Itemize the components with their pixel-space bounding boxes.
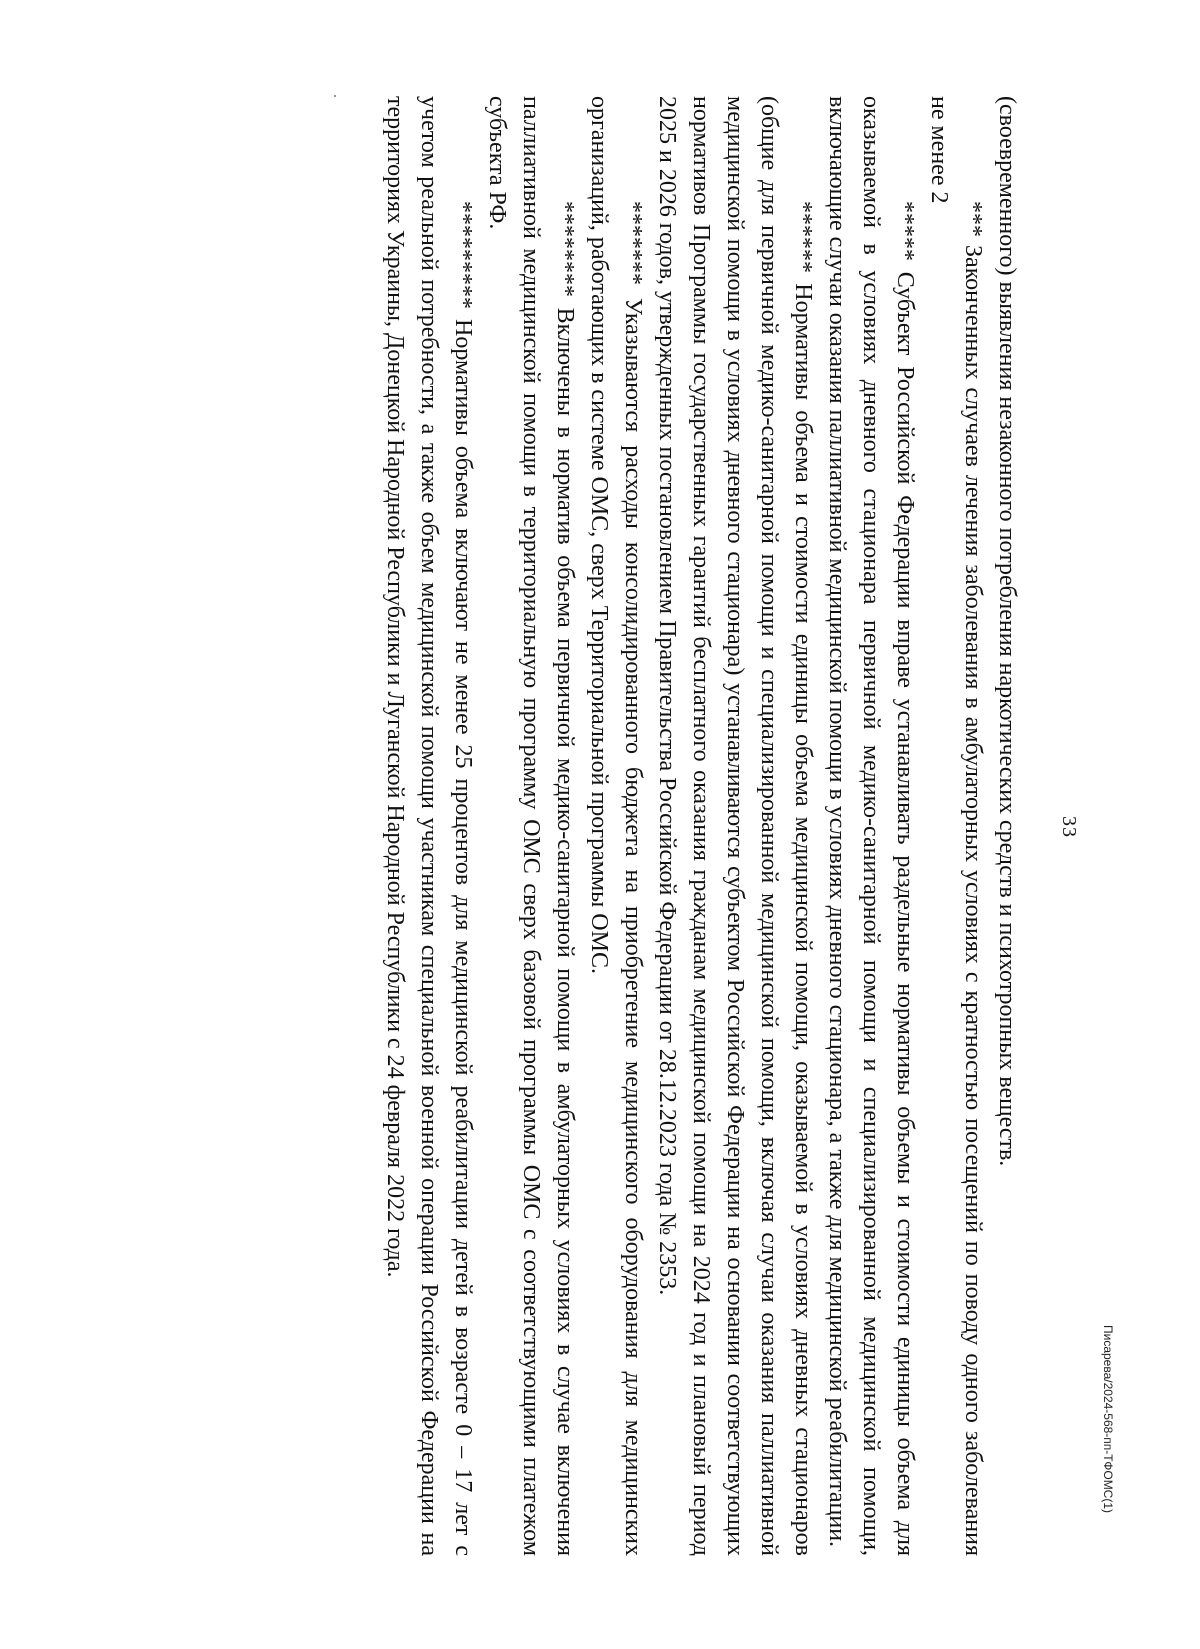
footnote-paragraph: ******* Указываются расходы консолидированного бюджета на приобретение медицинского оборудования для медицинских организаций, работающих в системе ОМС, сверх Территориальной программы ОМС.	[586, 96, 646, 1556]
document-footer-label: Писарева/2024-568-пп-ТФОМС(1)	[1101, 1325, 1115, 1514]
footnote-paragraph: ********* Нормативы объема включают не менее 25 процентов для медицинской реабилитации детей в возрасте 0 – 17 лет с учетом реальной потребности, а также объем медицинской помощи участникам специальной военной операции Российской Федерации на территориях Украины, Донецкой Народной Республики и Луганской Народной Республики с 24 февраля 2022 года.	[382, 96, 476, 1556]
footnote-paragraph: ******** Включены в норматив объема первичной медико-санитарной помощи в амбулаторных условиях в случае включения паллиативной медицинской помощи в территориальную программу ОМС сверх базовой программы ОМС с соответствующими платежом субъекта РФ.	[484, 96, 578, 1556]
scan-speck	[334, 95, 336, 97]
footnote-paragraph: ****** Нормативы объема и стоимости единицы объема медицинской помощи, оказываемой в условиях дневных стационаров (общие для первичной медико-санитарной помощи и специализированной медицинской помощи, включая случаи оказания паллиативной медицинской помощи в условиях дневного стационара) устанавливаются субъектом Российской Федерации на основании соответствующих нормативов Программы государственных гарантий бесплатного оказания гражданам медицинской помощи на 2024 год и плановый период 2025 и 2026 годов, утвержденных постановлением Правительства Российской Федерации от 28.12.2023 года № 2353.	[654, 96, 816, 1556]
document-page	[360, 96, 1080, 1556]
footnote-paragraph: (своевременного) выявления незаконного потребления наркотических средств и психотропных веществ.	[994, 96, 1020, 1167]
footnotes-block	[378, 96, 1024, 1556]
footnote-paragraph: *** Законченных случаев лечения заболевания в амбулаторных условиях с кратностью посещений по поводу одного заболевания не менее 2	[926, 96, 986, 1556]
page-number: 33	[1058, 816, 1080, 838]
footnote-paragraph: ***** Субъект Российской Федерации вправе устанавливать раздельные нормативы объемы и стоимости единицы объема для оказываемой в условиях дневного стационара первичной медико-санитарной помощи и специализированной медицинской помощи, включающие случаи оказания паллиативной медицинской помощи в условиях дневного стационара, а также для медицинской реабилитации.	[824, 96, 918, 1556]
